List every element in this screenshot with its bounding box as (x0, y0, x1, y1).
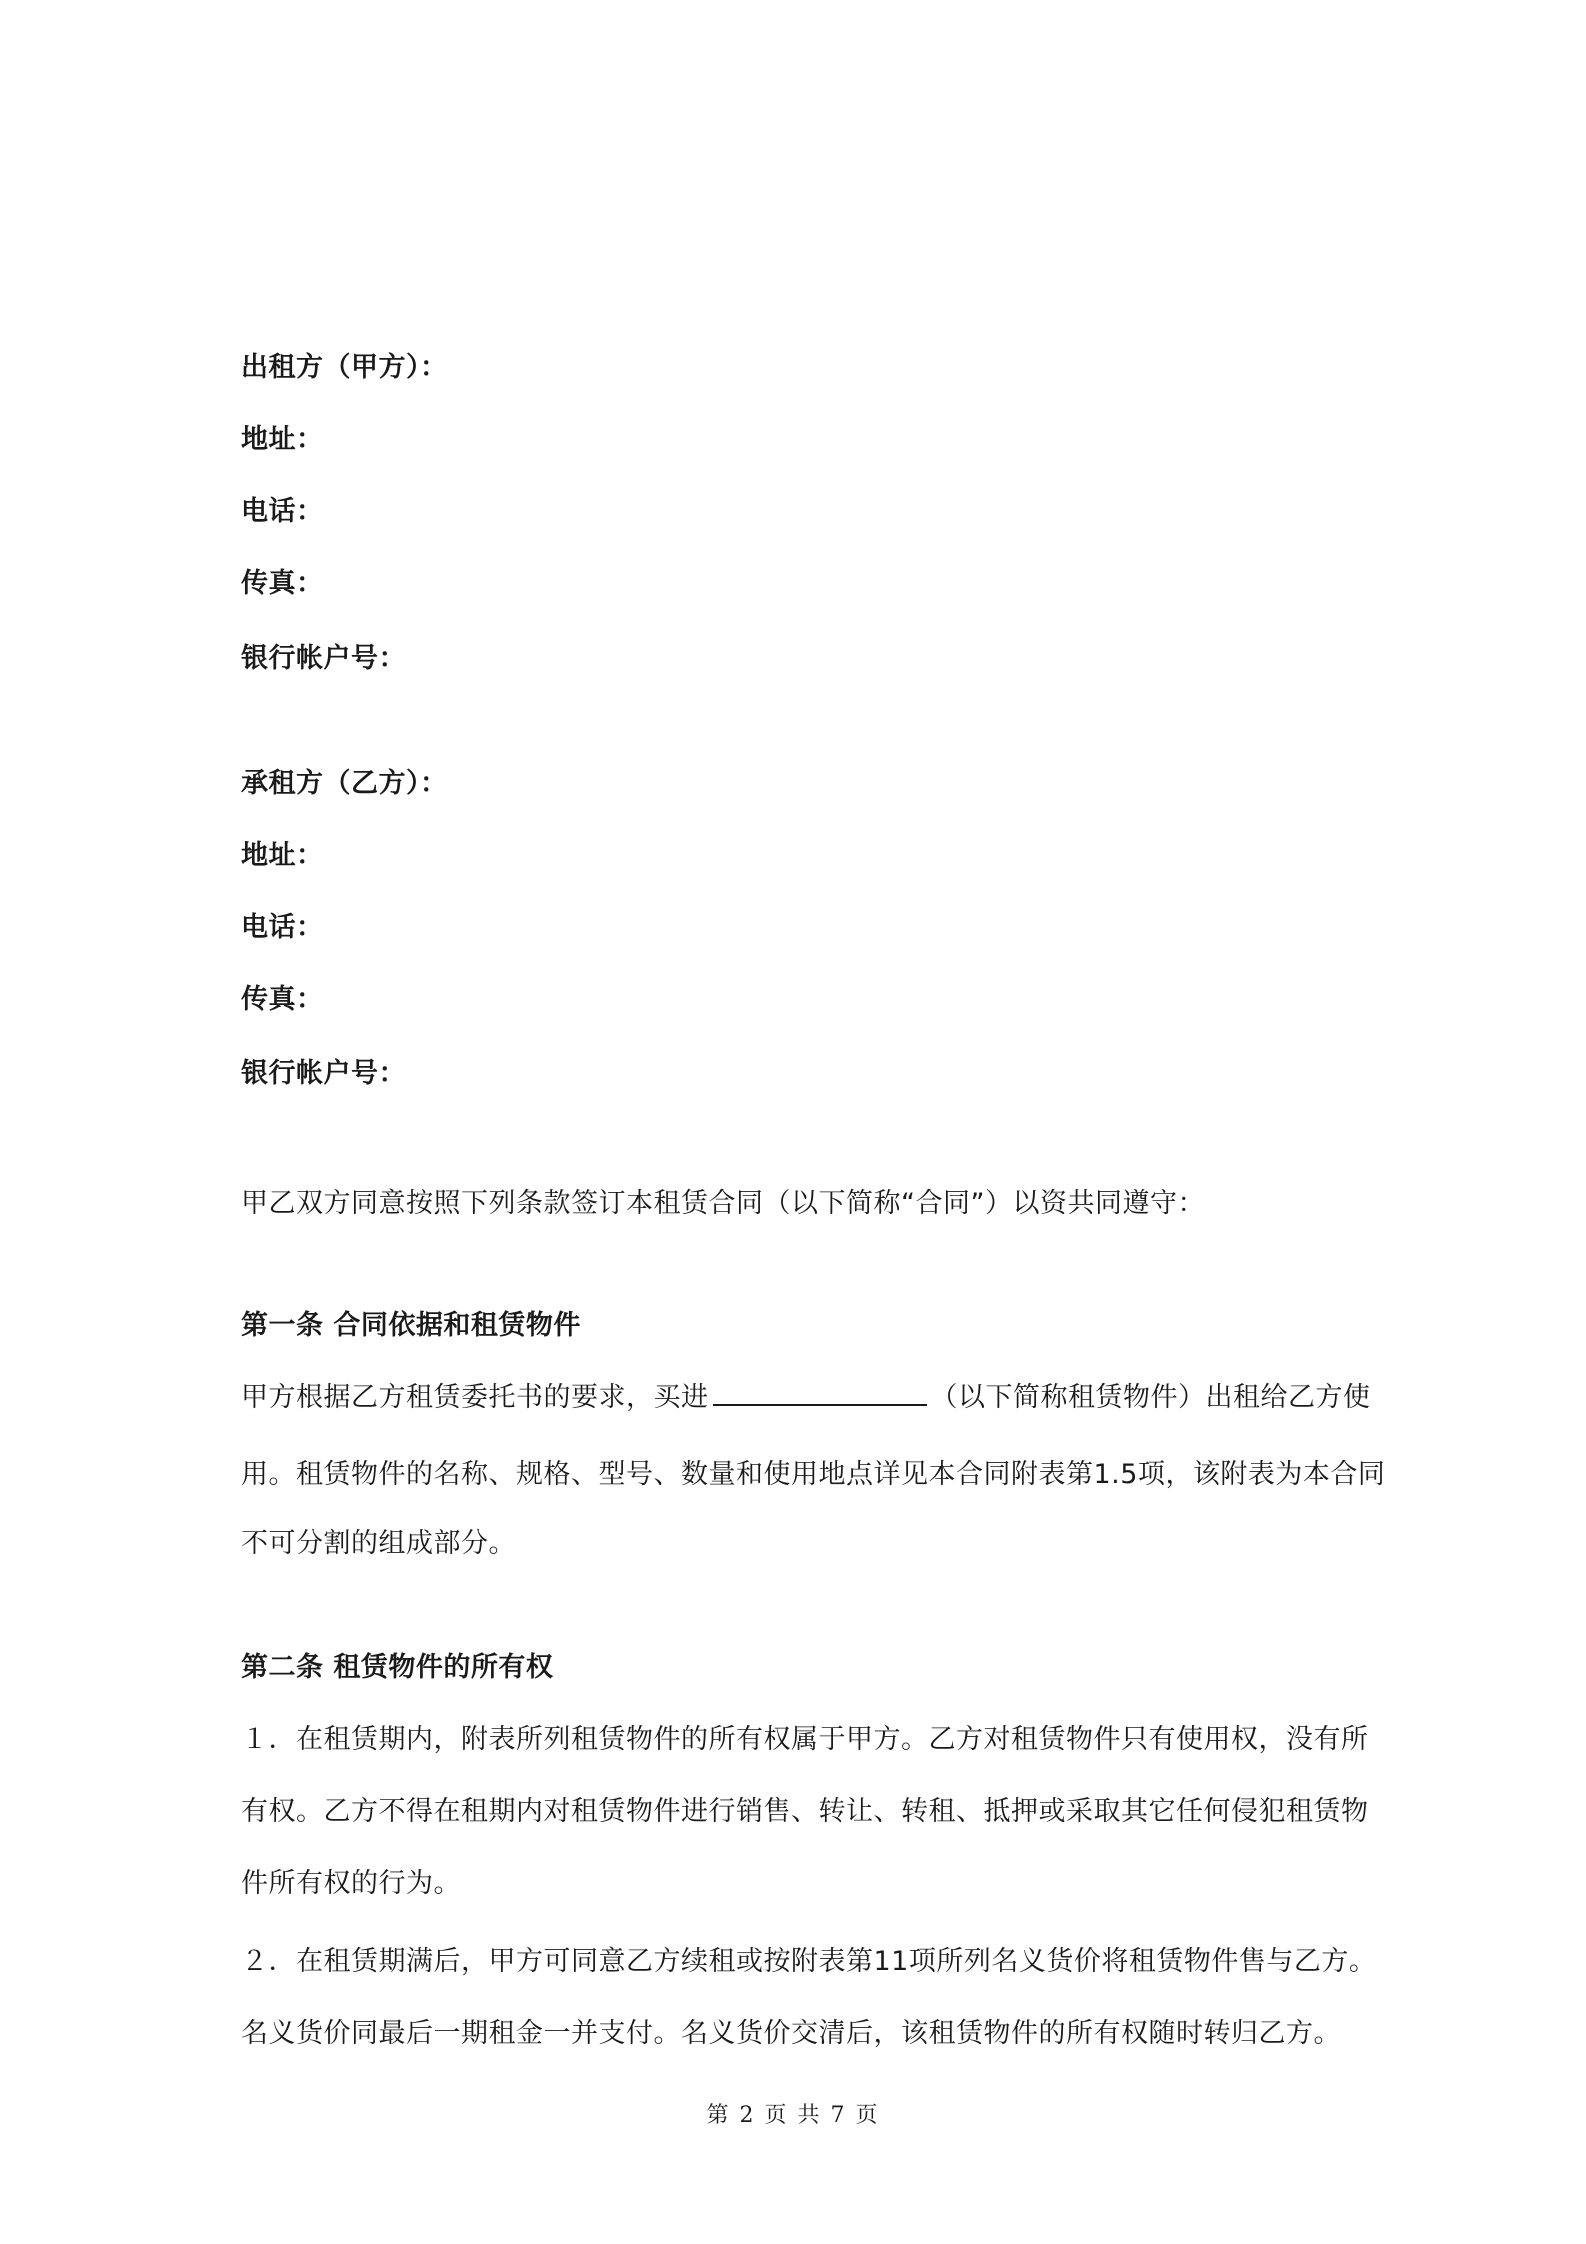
article2-p2-line2: 名义货价同最后一期租金一并支付。名义货价交清后，该租赁物件的所有权随时转归乙方。 (241, 2018, 1341, 2049)
lessee-phone-label: 电话： (241, 912, 324, 943)
article2-p1-line1: １．在租赁期内，附表所列租赁物件的所有权属于甲方。乙方对租赁物件只有使用权，没有所 (241, 1724, 1369, 1755)
page-indicator: 第 2 页 共 7 页 (706, 2103, 880, 2128)
blank-underline (713, 1380, 927, 1406)
lessor-fax-label: 传真： (241, 568, 324, 599)
lessee-fax-label: 传真： (241, 984, 324, 1015)
intro-paragraph: 甲乙双方同意按照下列条款签订本租赁合同（以下简称“合同”）以资共同遵守： (241, 1188, 1205, 1219)
article1-title: 第一条 合同依据和租赁物件 (241, 1310, 581, 1341)
article1-line1-before: 甲方根据乙方租赁委托书的要求，买进 (241, 1382, 709, 1413)
article1-line1-after: （以下简称租赁物件）出租给乙方使 (930, 1382, 1371, 1413)
lessor-address-label: 地址： (241, 424, 324, 455)
article1-line1 (241, 1380, 1371, 1416)
article2-p1-line2: 有权。乙方不得在租期内对租赁物件进行销售、转让、转租、抵押或采取其它任何侵犯租赁物 (241, 1796, 1369, 1827)
article1-line2: 用。租赁物件的名称、规格、型号、数量和使用地点详见本合同附表第1.5项，该附表为本合同 (241, 1459, 1386, 1490)
article1-line3: 不可分割的组成部分。 (241, 1528, 516, 1559)
lessor-bank-label: 银行帐户号： (241, 643, 406, 674)
article2-p1-line3: 件所有权的行为。 (241, 1868, 461, 1899)
lessor-heading: 出租方（甲方）： (241, 352, 448, 383)
article2-p2-line1: ２．在租赁期满后，甲方可同意乙方续租或按附表第11项所列名义货价将租赁物件售与乙方。 (241, 1946, 1377, 1977)
lessor-phone-label: 电话： (241, 496, 324, 527)
lessee-address-label: 地址： (241, 840, 324, 871)
article2-title: 第二条 租赁物件的所有权 (241, 1652, 554, 1683)
lessee-heading: 承租方（乙方）： (241, 768, 448, 799)
lessee-bank-label: 银行帐户号： (241, 1058, 406, 1089)
